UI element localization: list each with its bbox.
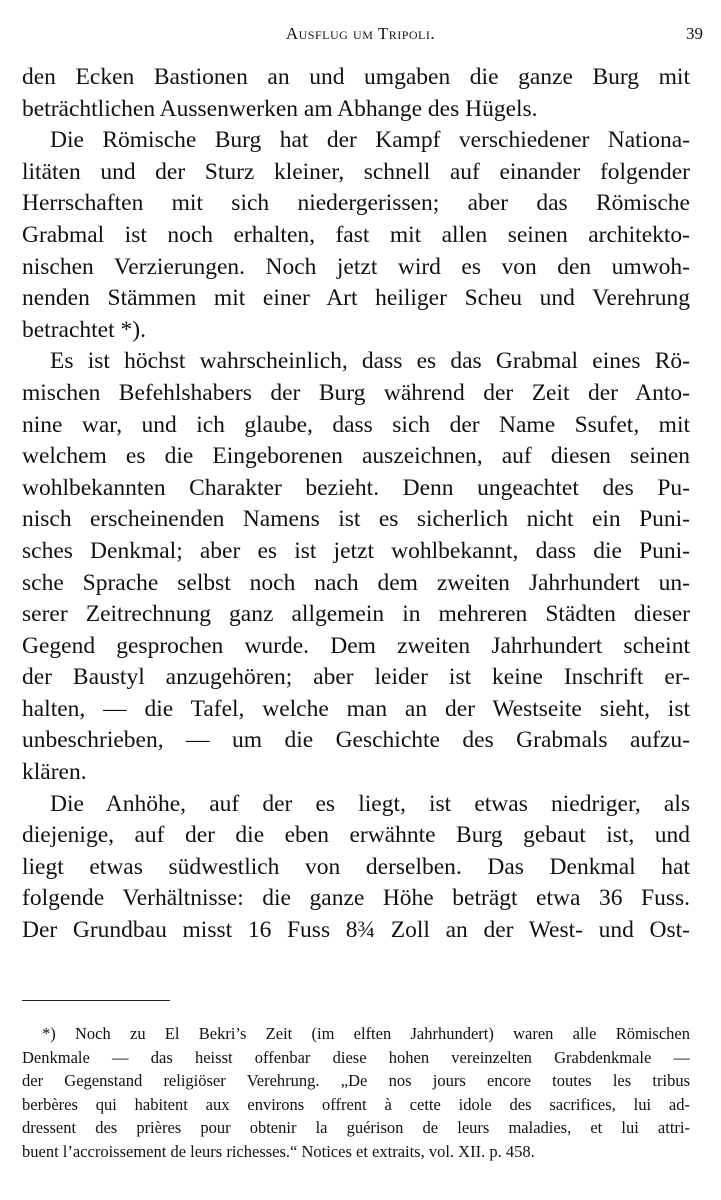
text-line: der Baustyl anzugehören; aber leider ist keine Inschrift er- — [22, 664, 690, 691]
text-line: nisch erscheinenden Namens ist es sicherlich nicht ein Puni- — [22, 506, 690, 533]
text-line: unbeschrieben, — um die Geschichte des Grabmals aufzu- — [22, 727, 690, 754]
running-title: Ausflug um Tripoli. — [285, 24, 436, 43]
text-line: liegt etwas südwestlich von derselben. Das Denkmal hat — [22, 853, 690, 880]
text-line: Der Grundbau misst 16 Fuss 8¾ Zoll an der West- und Ost- — [22, 917, 690, 944]
text-line: Herrschaften mit sich niedergerissen; aber das Römische — [22, 190, 690, 217]
text-line: klären. — [22, 759, 87, 786]
text-line: betrachtet *). — [22, 316, 146, 343]
text-line: nenden Stämmen mit einer Art heiliger Scheu und Verehrung — [22, 285, 690, 312]
text-line: nine war, und ich glaube, dass sich der Name Ssufet, mit — [22, 411, 690, 438]
footnote-line: der Gegenstand religiöser Verehrung. „De nos jours encore toutes les tribus — [22, 1071, 690, 1090]
page-number: 39 — [686, 24, 703, 43]
text-line: welchem es die Eingeborenen auszeichnen, auf diesen seinen — [22, 443, 690, 470]
text-line: beträchtlichen Aussenwerken am Abhange des Hügels. — [22, 95, 538, 122]
text-line: litäten und der Sturz kleiner, schnell auf einander folgender — [22, 158, 690, 185]
footnote-divider — [22, 1000, 170, 1001]
footnote-line: *) Noch zu El Bekri’s Zeit (im elften Jahrhundert) waren alle Römischen — [42, 1024, 690, 1043]
text-line: serer Zeitrechnung ganz allgemein in mehreren Städten dieser — [22, 601, 690, 628]
text-line: Die Anhöhe, auf der es liegt, ist etwas niedriger, als — [50, 790, 690, 817]
text-line: Es ist höchst wahrscheinlich, dass es das Grabmal eines Rö- — [50, 348, 690, 375]
footnote-line: buent l’accroissement de leurs richesses.“ Notices et extraits, vol. XII. p. 458. — [22, 1141, 535, 1161]
footnote-line: dressent des prières pour obtenir la guérison de leurs maladies, et lui attri- — [22, 1118, 690, 1137]
footnote — [22, 1022, 690, 1163]
running-head — [0, 18, 721, 48]
text-line: Grabmal ist noch erhalten, fast mit allen seinen architekto- — [22, 221, 690, 248]
text-line: halten, — die Tafel, welche man an der Westseite sieht, ist — [22, 695, 690, 722]
text-line: sches Denkmal; aber es ist jetzt wohlbekannt, dass die Puni- — [22, 537, 690, 564]
footnote-line: berbères qui habitent aux environs offrent à cette idole des sacrifices, lui ad- — [22, 1094, 690, 1114]
text-line: Die Römische Burg hat der Kampf verschiedener Nationa- — [50, 127, 690, 154]
text-line: den Ecken Bastionen an und umgaben die ganze Burg mit — [22, 64, 690, 90]
text-line: nischen Verzierungen. Noch jetzt wird es von den umwoh- — [22, 253, 690, 280]
text-line: sche Sprache selbst noch nach dem zweiten Jahrhundert un- — [22, 569, 690, 596]
text-line: diejenige, auf der die eben erwähnte Burg gebaut ist, und — [22, 822, 690, 849]
text-line: Gegend gesprochen wurde. Dem zweiten Jahrhundert scheint — [22, 632, 690, 659]
text-line: mischen Befehlshabers der Burg während der Zeit der Anto- — [22, 379, 690, 406]
footnote-line: Denkmale — das heisst offenbar diese hohen vereinzelten Grabdenkmale — — [22, 1047, 690, 1067]
main-text — [22, 62, 690, 947]
text-line: folgende Verhältnisse: die ganze Höhe beträgt etwa 36 Fuss. — [22, 885, 690, 912]
text-line: wohlbekannten Charakter bezieht. Denn ungeachtet des Pu- — [22, 474, 690, 501]
